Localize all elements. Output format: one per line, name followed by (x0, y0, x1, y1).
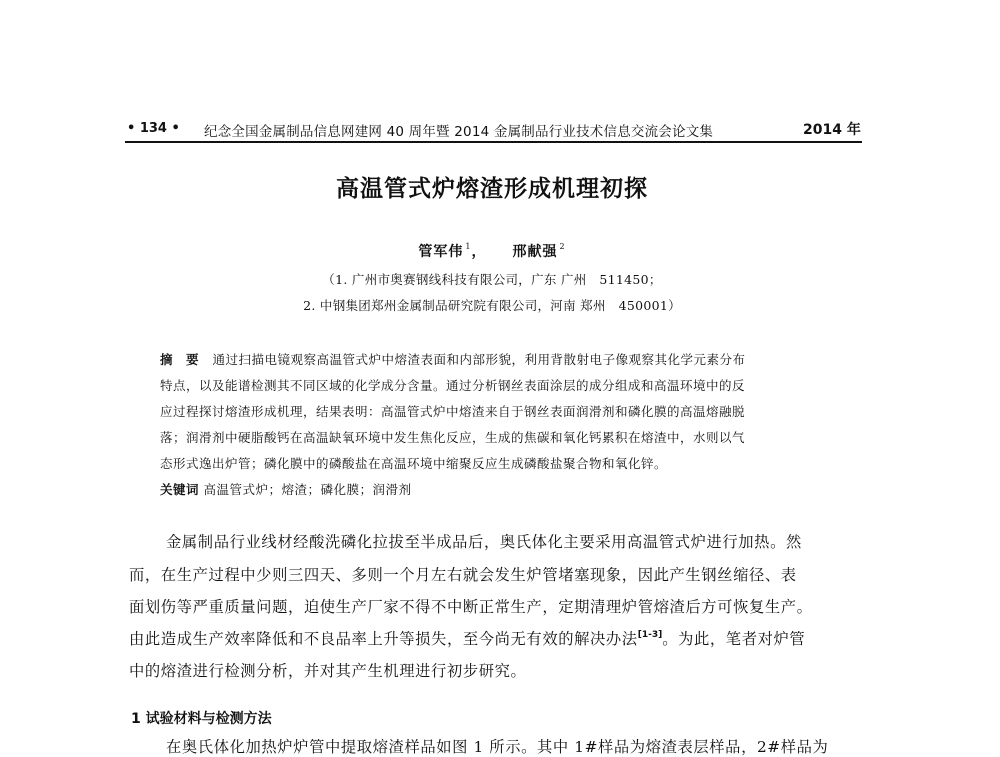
body-line: 在奥氏体化加热炉炉管中提取熔渣样品如图 1 所示。其中 1#样品为熔渣表层样品，2#样品为 (166, 738, 829, 756)
abstract-line: 态形式逸出炉管；磷化膜中的磷酸盐在高温环境中缩聚反应生成磷酸盐聚合物和氧化锌。 (160, 456, 668, 471)
affiliation-mark: 1 (465, 242, 472, 251)
body-line (129, 627, 805, 649)
running-header-title: 纪念全国金属制品信息网建网 40 周年暨 2014 金属制品行业技术信息交流会论文集 (204, 124, 714, 140)
body-text: 由此造成生产效率降低和不良品率上升等损失，至今尚无有效的解决办法 (129, 630, 638, 648)
author-name: 邢献强 (512, 244, 558, 260)
abstract-line (160, 350, 745, 368)
article-title: 高温管式炉熔渣形成机理初探 (336, 176, 648, 202)
body-line: 金属制品行业线材经酸洗磷化拉拔至半成品后，奥氏体化主要采用高温管式炉进行加热。然 (166, 533, 802, 551)
abstract-line: 应过程探讨熔渣形成机理，结果表明：高温管式炉中熔渣来自于钢丝表面润滑剂和磷化膜的高温熔融脱 (160, 404, 746, 419)
page-number: • 134 • (127, 121, 180, 136)
body-line: 面划伤等严重质量问题，迫使生产厂家不得不中断正常生产，定期清理炉管熔渣后方可恢复生产。 (129, 598, 813, 616)
body-text: 。为此，笔者对炉管 (662, 630, 806, 648)
abstract-line: 特点，以及能谱检测其不同区域的化学成分含量。通过分析钢丝表面涂层的成分组成和高温环境中的反 (160, 378, 746, 393)
author-separator: ， (471, 244, 487, 260)
author-name: 管军伟 (418, 244, 464, 260)
abstract-label: 摘 要 (160, 352, 200, 367)
author-list (0, 241, 984, 261)
affiliation-mark: 2 (559, 242, 566, 251)
section-heading: 1 试验材料与检测方法 (131, 711, 272, 727)
abstract-text: 通过扫描电镜观察高温管式炉中熔渣表面和内部形貌，利用背散射电子像观察其化学元素分布 (212, 352, 746, 367)
affiliation-1: （1. 广州市奥赛钢线科技有限公司，广东 广州 511450； (322, 272, 662, 287)
body-line: 中的熔渣进行检测分析，并对其产生机理进行初步研究。 (129, 662, 527, 680)
abstract-line: 落；润滑剂中硬脂酸钙在高温缺氧环境中发生焦化反应，生成的焦碳和氧化钙累积在熔渣中，水则以气 (160, 430, 746, 445)
keywords-label: 关键词 (160, 482, 200, 497)
affiliation-2: 2. 中钢集团郑州金属制品研究院有限公司，河南 郑州 450001） (303, 298, 681, 313)
body-line: 而，在生产过程中少则三四天、多则一个月左右就会发生炉管堵塞现象，因此产生钢丝缩径、表 (129, 566, 797, 584)
citation-reference: [1-3] (637, 630, 663, 640)
keywords-text: 高温管式炉；熔渣；磷化膜；润滑剂 (203, 482, 412, 497)
header-rule (125, 141, 862, 143)
running-header-year: 2014 年 (803, 122, 861, 138)
keywords-line (160, 480, 412, 498)
